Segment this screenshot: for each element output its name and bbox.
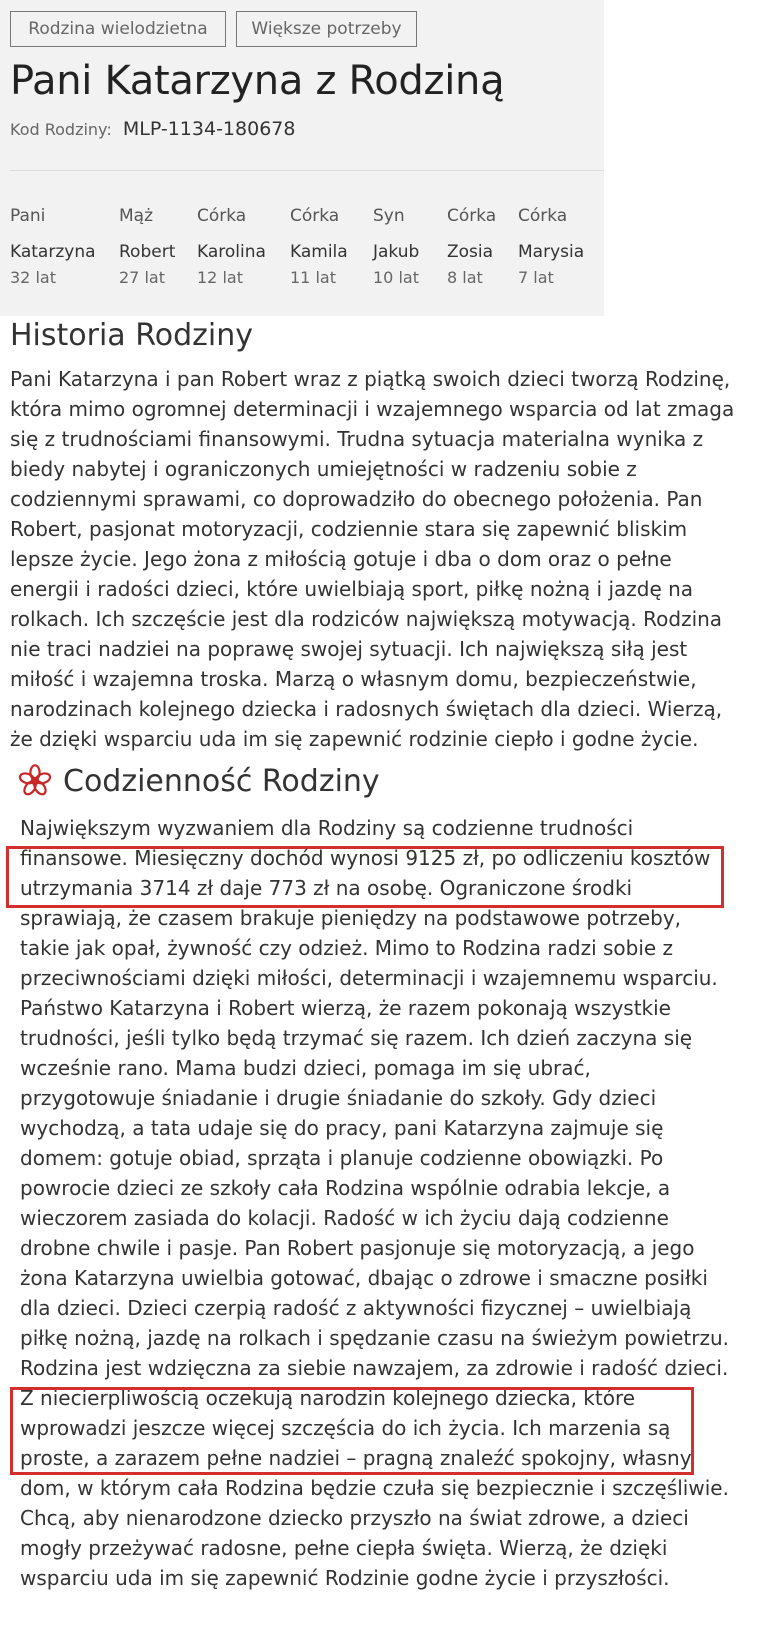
family-title: Pani Katarzyna z Rodziną xyxy=(10,58,505,104)
member-age: 10 lat xyxy=(373,268,419,287)
member-name: Karolina xyxy=(197,242,266,262)
member-age: 11 lat xyxy=(290,268,336,287)
member-robert xyxy=(119,206,175,288)
family-code xyxy=(10,118,295,140)
member-role: Córka xyxy=(290,206,340,226)
member-age: 27 lat xyxy=(119,268,165,287)
divider xyxy=(10,170,604,171)
member-role: Córka xyxy=(518,206,568,226)
member-name: Jakub xyxy=(373,242,420,262)
member-name: Robert xyxy=(119,242,176,262)
history-text: Pani Katarzyna i pan Robert wraz z piątką swoich dzieci tworzą Rodzinę, która mimo ogromnej determinacji i wzajemnego wsparcia od lat zmaga się z trudnościami finansowymi. Trudna sytuacja materialna wynika z biedy nabytej i ograniczonych umiejętności w radzeniu sobie z codziennymi sprawami, co doprowadziło do obecnego położenia. Pan Robert, pasjonat motoryzacji, codziennie stara się zapewnić bliskim lepsze życie. Jego żona z miłością gotuje i dba o dom oraz o pełne energii i radości dzieci, które uwielbiają sport, piłkę nożną i jazdę na rolkach. Ich szczęście jest dla rodziców największą motywacją. Rodzina nie traci nadziei na poprawę swojej sytuacji. Ich największą siłą jest miłość i wzajemna troska. Marzą o własnym domu, bezpieczeństwie, narodzinach kolejnego dziecka i radosnych świętach dla dzieci. Wierzą, że dzięki wsparciu uda im się zapewnić rodzinie ciepło i godne życie. xyxy=(10,367,735,751)
member-name: Kamila xyxy=(290,242,348,262)
member-katarzyna xyxy=(10,206,96,288)
member-role: Córka xyxy=(197,206,247,226)
member-age: 7 lat xyxy=(518,268,554,287)
member-age: 32 lat xyxy=(10,268,56,287)
member-name: Katarzyna xyxy=(10,242,96,262)
member-role: Pani xyxy=(10,206,46,226)
member-karolina xyxy=(197,206,266,288)
member-kamila xyxy=(290,206,348,288)
member-jakub xyxy=(373,206,419,288)
member-age: 12 lat xyxy=(197,268,243,287)
member-name: Zosia xyxy=(447,242,494,262)
family-code-label: Kod Rodziny: xyxy=(10,120,112,139)
daily-text: Największym wyzwaniem dla Rodziny są codzienne trudności finansowe. Miesięczny dochód wynosi 9125 zł, po odliczeniu kosztów utrzymania 3714 zł daje 773 zł na osobę. Ograniczone środki sprawiają, że czasem brakuje pieniędzy na podstawowe potrzeby, takie jak opał, żywność czy odzież. Mimo to Rodzina radzi sobie z przeciwnościami dzięki miłości, determinacji i wzajemnemu wsparciu. Państwo Katarzyna i Robert wierzą, że razem pokonają wszystkie trudności, jeśli tylko będą trzymać się razem. Ich dzień zaczyna się wcześnie rano. Mama budzi dzieci, pomaga im się ubrać, przygotowuje śniadanie i drugie śniadanie do szkoły. Gdy dzieci wychodzą, a tata udaje się do pracy, pani Katarzyna zajmuje się domem: gotuje obiad, sprząta i planuje codzienne obowiązki. Po powrocie dzieci ze szkoły cała Rodzina wspólnie odrabia lekcje, a wieczorem zasiada do kolacji. Radość w ich życiu dają codzienne drobne chwile i pasje. Pan Robert pasjonuje się motoryzacją, a jego żona Katarzyna uwielbia gotować, dbając o zdrowe i smaczne posiłki dla dzieci. Dzieci czerpią radość z aktywności fizycznej – uwielbiają piłkę nożną, jazdę na rolkach i spędzanie czasu na świeżym powietrzu. Rodzina jest wdzięczna za siebie nawzajem, za zdrowie i radość dzieci. Z niecierpliwością oczekują narodzin kolejnego dziecka, które wprowadzi jeszcze więcej szczęścia do ich życia. Ich marzenia są proste, a zarazem pełne nadziei – pragną znaleźć spokojny, własny dom, w którym cała Rodzina będzie czuła się bezpiecznie i szczęśliwie. Chcą, aby nienarodzone dziecko przyszło na świat zdrowe, a dzieci mogły przeżywać radosne, pełne ciepła święta. Wierzą, że dzięki wsparciu uda im się zapewnić Rodzinie godne życie i przyszłości. xyxy=(20,816,730,1590)
family-card xyxy=(0,0,604,316)
member-age: 8 lat xyxy=(447,268,483,287)
member-marysia xyxy=(518,206,584,288)
family-code-value: MLP-1134-180678 xyxy=(122,118,296,140)
member-name: Marysia xyxy=(518,242,585,262)
tag-large-family[interactable]: Rodzina wielodzietna xyxy=(10,11,226,47)
daily-heading: Codzienność Rodziny xyxy=(63,764,380,799)
member-role: Córka xyxy=(447,206,497,226)
member-role: Mąż xyxy=(119,206,154,226)
tag-greater-needs[interactable]: Większe potrzeby xyxy=(236,11,417,47)
member-zosia xyxy=(447,206,496,288)
flower-icon xyxy=(18,764,52,798)
history-heading: Historia Rodziny xyxy=(10,318,253,353)
member-role: Syn xyxy=(373,206,405,226)
